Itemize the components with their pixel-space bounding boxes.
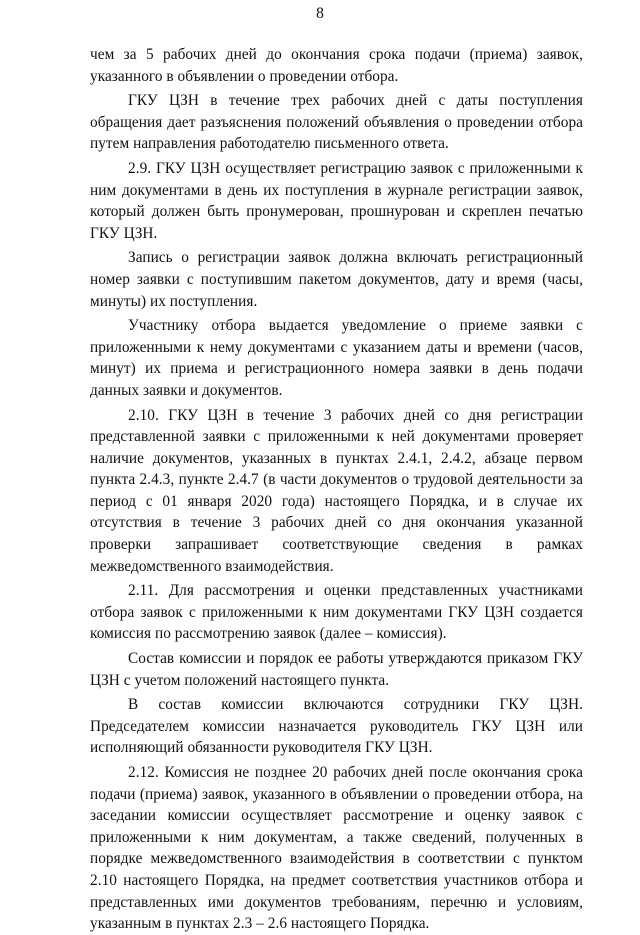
paragraph-2-12: 2.12. Комиссия не позднее 20 рабочих дней после окончания срока подачи (приема) заявок, указанного в объявлении о проведении отбора, на заседании комиссии осуществляет рассмотрение и оценку заявок с приложенными к ним документам, а также сведений, полученных в порядке межведомственного взаимодействия в соответствии с пунктом 2.10 настоящего Порядка, на предмет соответствия участников отбора и представленных ими документов требованиям, перечню и условиям, указанным в пунктах 2.3 – 2.6 настоящего Порядка. [90,764,583,933]
paragraph-commission-composition: Состав комиссии и порядок ее работы утверждаются приказом ГКУ ЦЗН с учетом положений настоящего пункта. [90,650,583,689]
paragraph-2-9: 2.9. ГКУ ЦЗН осуществляет регистрацию заявок с приложенными к ним документами в день их поступления в журнале регистрации заявок, который должен быть пронумерован, прошнурован и скреплен печатью ГКУ ЦЗН. [90,159,583,242]
paragraph-commission-members: В состав комиссии включаются сотрудники ГКУ ЦЗН. Председателем комиссии назначается руководитель ГКУ ЦЗН или исполняющий обязанности руководителя ГКУ ЦЗН. [90,696,583,757]
paragraph-continuation: чем за 5 рабочих дней до окончания срока подачи (приема) заявок, указанного в объявлении о проведении отбора. [90,46,583,85]
paragraph-notification: Участнику отбора выдается уведомление о приеме заявки с приложенными к нему документами с указанием даты и времени (часов, минут) их приема и регистрационного номера заявки в день подачи данных заявки и документов. [90,317,583,399]
paragraph-2-11: 2.11. Для рассмотрения и оценки представленных участниками отбора заявок с приложенными к ним документами ГКУ ЦЗН создается комиссия по рассмотрению заявок (далее – комиссия). [90,582,583,643]
document-body [90,44,583,935]
paragraph-clarification: ГКУ ЦЗН в течение трех рабочих дней с даты поступления обращения дает разъяснения положений объявления о проведении отбора путем направления работодателю письменного ответа. [90,92,583,153]
paragraph-2-10: 2.10. ГКУ ЦЗН в течение 3 рабочих дней со дня регистрации представленной заявки с приложенными к ней документами проверяет наличие документов, указанных в пунктах 2.4.1, 2.4.2, абзаце первом пункта 2.4.3, пункте 2.4.7 (в части документов о трудовой деятельности за период с 01 января 2020 года) настоящего Порядка, и в случае их отсутствия в течение 3 рабочих дней со дня окончания указанной проверки запрашивает соответствующие сведения в рамках межведомственного взаимодействия. [90,406,583,575]
page-number: 8 [316,5,324,22]
paragraph-registration-record: Запись о регистрации заявок должна включать регистрационный номер заявки с поступившим пакетом документов, дату и время (часы, минуты) их поступления. [90,249,583,310]
